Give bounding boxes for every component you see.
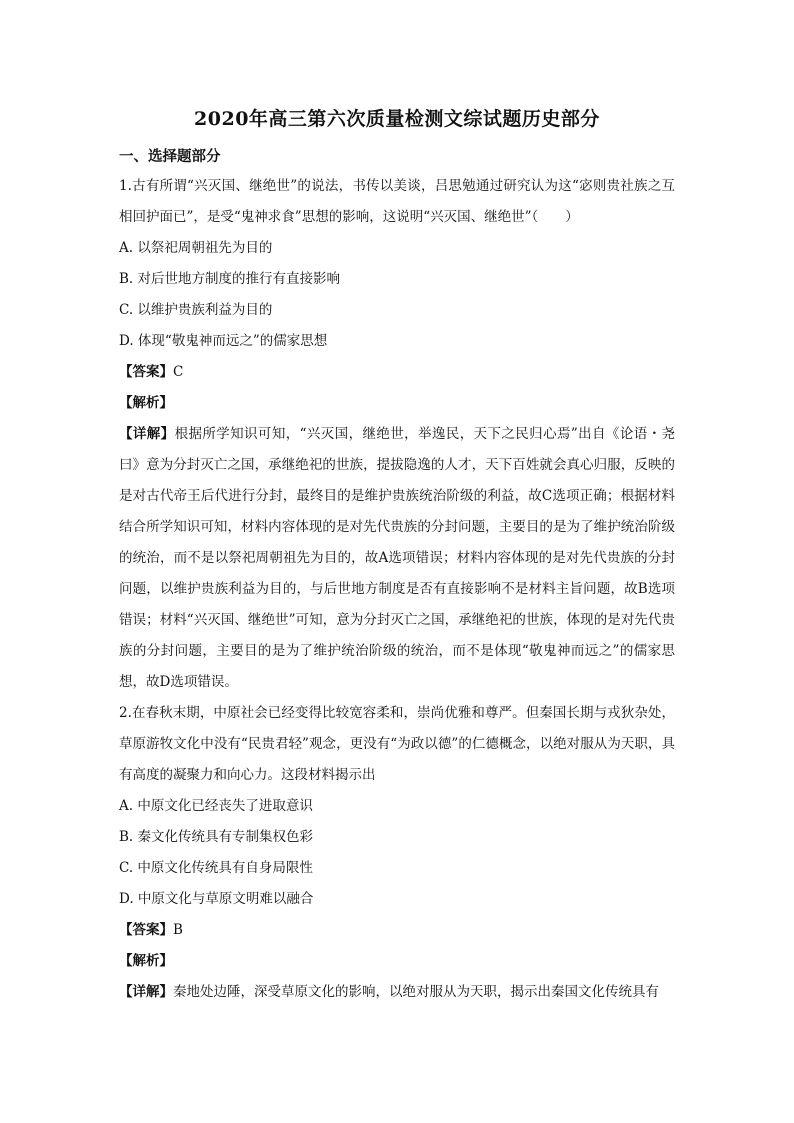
page-title: 2020年高三第六次质量检测文综试题历史部分 (194, 108, 600, 130)
analysis-tag: 【解析】 (119, 953, 173, 969)
detail-text: 根据所学知识可知，“兴灭国，继绝世，举逸民，天下之民归心焉”出自《论语・尧曰》意为分封灭亡之国，承继绝祀的世族，提拔隐逸的人才，天下百姓就会真心归服，反映的是对古代帝王后代进行分封，最终目的是维护贵族统治阶级的利益，故C选项正确；根据材料结合所学知识可知，材料内容体现的是对先代贵族的分封问题，主要目的是为了维护统治阶级的统治，而不是以祭祀周朝祖先为目的，故A选项错误；材料内容体现的是对先代贵族的分封问题，以维护贵族利益为目的，与后世地方制度是否有直接影响不是材料主旨问题，故B选项错误；材料“兴灭国、继绝世”可知，意为分封灭亡之国，承继绝祀的世族，体现的是对先代贵族的分封问题，主要目的是为了维护统治阶级的统治，而不是体现“敬鬼神而远之”的儒家思想，故D选项错误。 (119, 426, 675, 690)
document-body (119, 171, 675, 1008)
section-heading: 一、选择题部分 (119, 148, 221, 165)
question-2-answer (119, 915, 675, 946)
answer-tag: 【答案】 (119, 922, 173, 938)
question-2-stem: 2.在春秋末期，中原社会已经变得比较宽容柔和，崇尚优雅和尊严。但秦国长期与戎狄杂处，草原游牧文化中没有“民贵君轻”观念，更没有“为政以德”的仁德概念，以绝对服从为天职，具有高度的凝聚力和向心力。这段材料揭示出 (119, 705, 675, 783)
question-2-option-c: C. 中原文化传统具有自身局限性 (119, 860, 313, 876)
analysis-tag: 【解析】 (119, 395, 173, 411)
question-1-answer (119, 357, 675, 388)
detail-tag: 【详解】 (119, 984, 173, 1000)
question-2-option-d: D. 中原文化与草原文明难以融合 (119, 891, 314, 907)
question-1-analysis-heading (119, 388, 675, 419)
answer-value: B (173, 922, 183, 938)
detail-text: 秦地处边陲，深受草原文化的影响，以绝对服从为天职，揭示出秦国文化传统具有 (173, 984, 659, 1000)
question-1-option-c: C. 以维护贵族利益为目的 (119, 302, 273, 318)
question-1-stem: 1.古有所谓“兴灭国、继绝世”的说法，书传以美谈，吕思勉通过研究认为这“宓则贵社族之互相回护面已”，是受“鬼神求食”思想的影响，这说明“兴灭国、继绝世”（ ） (119, 178, 675, 225)
question-1-detail (119, 419, 675, 698)
question-2-option-b: B. 秦文化传统具有专制集权色彩 (119, 829, 314, 845)
question-2-detail (119, 977, 675, 1008)
question-2-analysis-heading (119, 946, 675, 977)
question-1-option-b: B. 对后世地方制度的推行有直接影响 (119, 271, 341, 287)
question-1-option-a: A. 以祭祀周朝祖先为目的 (119, 240, 273, 256)
answer-value: C (173, 364, 184, 380)
answer-tag: 【答案】 (119, 364, 173, 380)
question-2-option-a: A. 中原文化已经丧失了进取意识 (119, 798, 313, 814)
detail-tag: 【详解】 (119, 426, 175, 442)
question-1-option-d: D. 体现“敬鬼神而远之”的儒家思想 (119, 333, 328, 349)
